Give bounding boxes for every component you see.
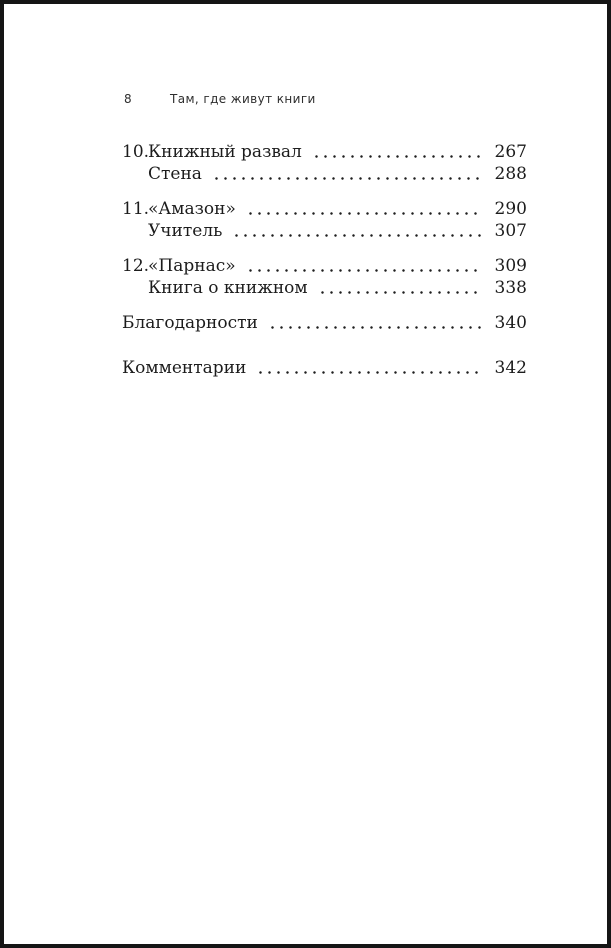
page-number: 8: [124, 92, 133, 106]
dot-leader: [230, 220, 482, 242]
toc-entry-page: 288: [494, 164, 527, 184]
toc-entry: [122, 220, 527, 242]
toc-entry-page: 307: [494, 221, 527, 241]
toc-entry-page: 342: [494, 358, 527, 378]
toc-entry-page: 309: [494, 256, 527, 276]
dot-leader: [210, 163, 483, 185]
table-of-contents: [122, 141, 527, 379]
toc-entry-page: 267: [494, 142, 527, 162]
toc-entry-number: 11.: [122, 199, 150, 219]
toc-entry: [122, 198, 527, 220]
dot-leader: [266, 312, 483, 334]
toc-entry: [122, 163, 527, 185]
toc-entry-page: 340: [494, 313, 527, 333]
toc-entry: [122, 141, 527, 163]
toc-entry: [122, 312, 527, 334]
toc-entry-title: Учитель: [148, 221, 223, 241]
toc-entry-title: Комментарии: [122, 358, 247, 378]
running-title: Там, где живут книги: [170, 92, 316, 106]
dot-leader: [316, 277, 483, 299]
toc-entry-title: Благодарности: [122, 313, 258, 333]
toc-entry-title: Стена: [148, 164, 202, 184]
toc-entry: [122, 277, 527, 299]
toc-entry: [122, 357, 527, 379]
toc-entry-title: Книга о книжном: [148, 278, 308, 298]
toc-entry-title: «Амазон»: [148, 199, 236, 219]
running-header: [124, 92, 527, 106]
toc-entry-number: 12.: [122, 256, 150, 276]
toc-entry: [122, 255, 527, 277]
dot-leader: [254, 357, 482, 379]
dot-leader: [244, 198, 483, 220]
toc-entry-page: 290: [494, 199, 527, 219]
toc-entry-page: 338: [494, 278, 527, 298]
toc-entry-title: Книжный развал: [148, 142, 302, 162]
toc-entry-title: «Парнас»: [148, 256, 236, 276]
dot-leader: [310, 141, 483, 163]
toc-entry-number: 10.: [122, 142, 150, 162]
dot-leader: [244, 255, 483, 277]
